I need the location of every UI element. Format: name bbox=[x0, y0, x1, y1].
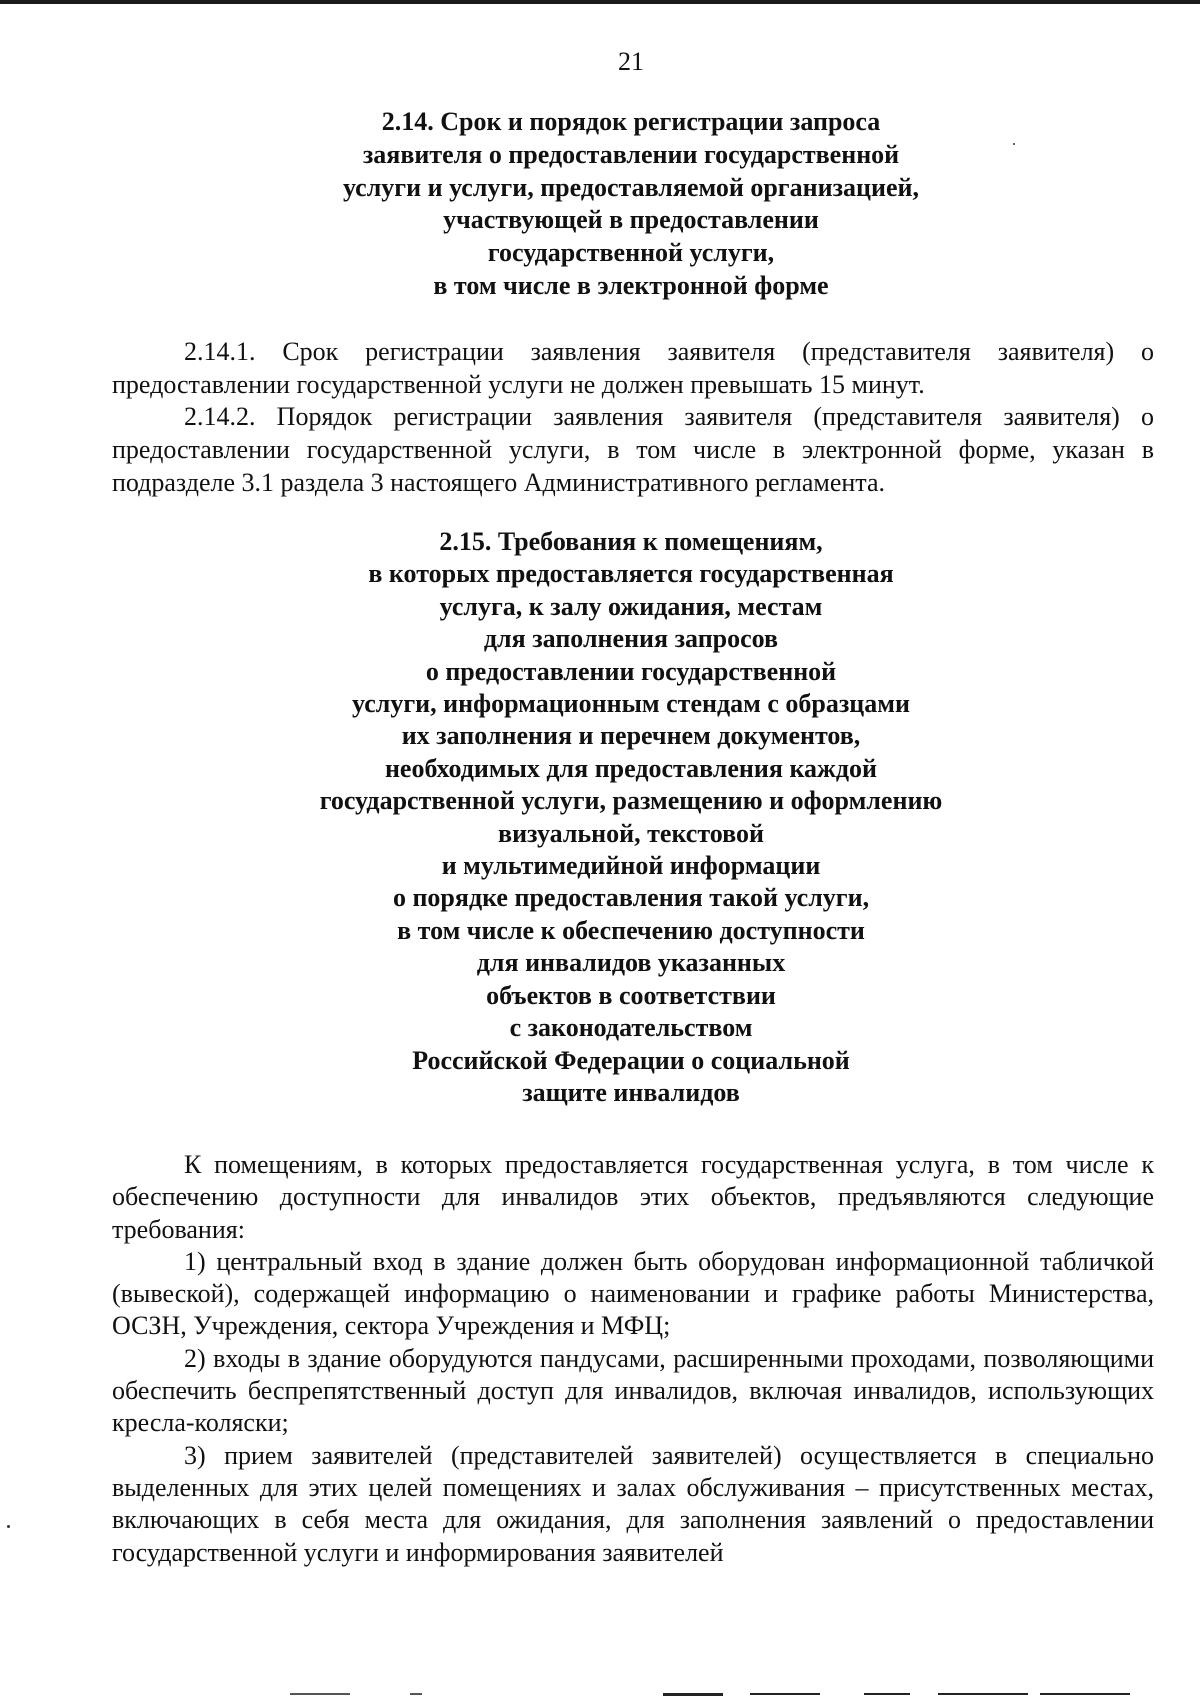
heading-line: о порядке предоставления такой услуги, bbox=[392, 883, 870, 913]
paragraph-2-14-1: 2.14.1. Срок регистрации заявления заявителя (представителя заявителя) о предоставлении государственной услуги не должен превышать 15 минут. bbox=[112, 337, 1154, 399]
scan-speck bbox=[1013, 143, 1015, 145]
bottom-scan-artifacts bbox=[0, 1693, 1200, 1699]
paragraph-intro: К помещениям, в которых предоставляется государственная услуга, в том числе к обеспечению доступности для инвалидов этих объектов, предъявляются следующие требования: bbox=[112, 1150, 1154, 1244]
heading-line: объектов в соответствии bbox=[486, 980, 776, 1010]
section-2-14-heading bbox=[0, 106, 1200, 303]
heading-line: заявителя о предоставлении государственной bbox=[362, 139, 900, 169]
heading-line: для заполнения запросов bbox=[483, 624, 779, 654]
heading-line: услуга, к залу ожидания, местам bbox=[439, 591, 823, 621]
top-scan-border bbox=[0, 0, 1200, 4]
heading-line: участвующей в предоставлении bbox=[443, 205, 819, 235]
page-number: 21 bbox=[618, 47, 644, 76]
heading-line: в том числе в электронной форме bbox=[433, 270, 829, 300]
heading-line: 2.15. Требования к помещениям, bbox=[439, 527, 823, 556]
heading-line: в том числе к обеспечению доступности bbox=[397, 915, 865, 945]
paragraph-item-2: 2) входы в здание оборудуются пандусами, расширенными проходами, позволяющими обеспечить беспрепятственный доступ для инвалидов, включая инвалидов, использующих кресла-коляски; bbox=[112, 1343, 1154, 1438]
section-2-14-body bbox=[112, 336, 1154, 500]
heading-line: государственной услуги, размещению и оформлению bbox=[319, 786, 943, 816]
heading-line: государственной услуги, bbox=[487, 238, 775, 268]
section-2-15-heading bbox=[0, 526, 1200, 1109]
paragraph-item-1: 1) центральный вход в здание должен быть оборудован информационной табличкой (вывеской), содержащей информацию о наименовании и графике работы Министерства, ОСЗН, Учреждения, сектора Учреждения и МФЦ; bbox=[112, 1246, 1154, 1341]
heading-line: для инвалидов указанных bbox=[476, 948, 786, 978]
heading-line: их заполнения и перечнем документов, bbox=[401, 721, 861, 751]
heading-line: 2.14. Срок и порядок регистрации запроса bbox=[381, 107, 881, 136]
heading-line: с законодательством bbox=[509, 1013, 753, 1043]
heading-line: Российской Федерации о социальной bbox=[412, 1045, 850, 1075]
heading-line: и мультимедийной информации bbox=[441, 851, 821, 881]
heading-line: визуальной, текстовой bbox=[498, 818, 764, 848]
heading-line: в которых предоставляется государственная bbox=[368, 559, 894, 589]
heading-line: защите инвалидов bbox=[522, 1077, 740, 1107]
scan-speck bbox=[7, 1525, 10, 1528]
paragraph-item-3: 3) прием заявителей (представителей заявителей) осуществляется в специально выделенных для этих целей помещениях и залах обслуживания – присутственных местах, включающих в себя места для ожидания, для заполнения заявлений о предоставлении государственной услуги и информирования заявителей bbox=[112, 1440, 1154, 1567]
heading-line: о предоставлении государственной bbox=[425, 656, 837, 686]
heading-line: услуги и услуги, предоставляемой организацией, bbox=[342, 172, 920, 202]
paragraph-2-14-2: 2.14.2. Порядок регистрации заявления заявителя (представителя заявителя) о предоставлении государственной услуги, в том числе в электронной форме, указан в подразделе 3.1 раздела 3 настоящего Административного регламента. bbox=[112, 402, 1154, 497]
heading-line: услуги, информационным стендам с образцами bbox=[352, 689, 910, 719]
section-2-15-body bbox=[112, 1149, 1154, 1569]
heading-line: необходимых для предоставления каждой bbox=[384, 753, 878, 783]
